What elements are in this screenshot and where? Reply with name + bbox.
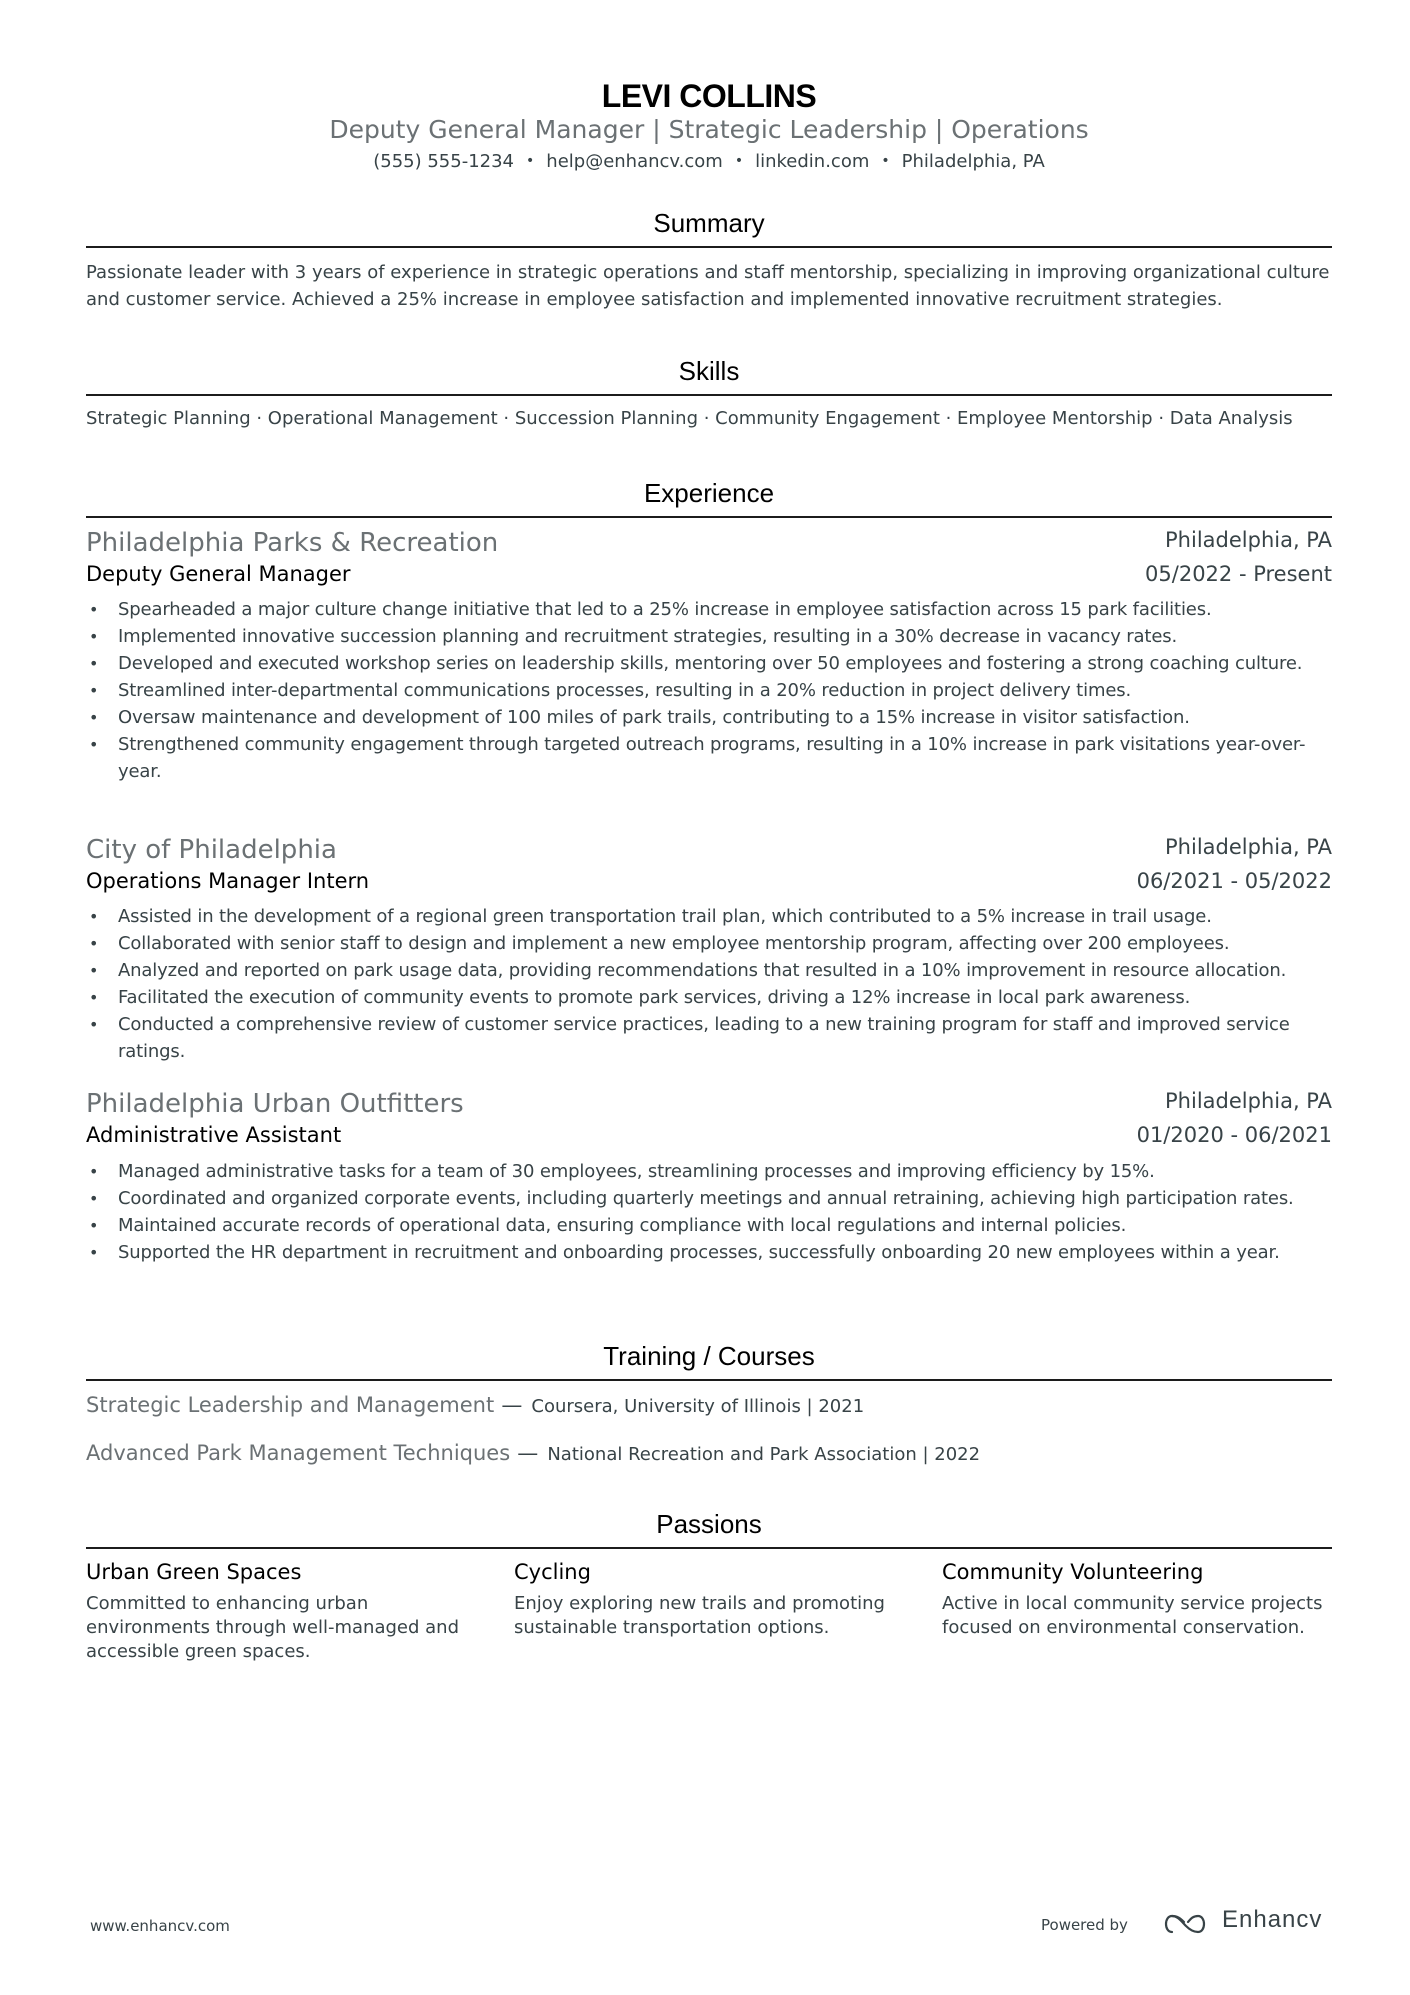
passions-heading: Passions: [656, 1509, 762, 1539]
linkedin-link[interactable]: linkedin.com: [755, 151, 870, 172]
achievement-list: [86, 1158, 1332, 1266]
list-item: • Analyzed and reported on park usage data, providing recommendations that resulted in a 10% improvement in resource allocation.: [86, 957, 1332, 984]
enhancv-brand-name: Enhancv: [1222, 1906, 1323, 1933]
experience-heading: Experience: [643, 478, 775, 508]
email-link[interactable]: help@enhancv.com: [546, 151, 723, 172]
course-dash: —: [501, 1393, 523, 1417]
course-provider: Coursera, University of Illinois | 2021: [531, 1396, 865, 1417]
skills-heading: Skills: [678, 356, 740, 386]
passion-description: Active in local community service projects focused on environmental conservation.: [942, 1593, 1323, 1638]
experience-entry: [86, 835, 1332, 1065]
passion-title: Cycling: [514, 1560, 591, 1584]
company-name: Philadelphia Parks & Recreation: [86, 528, 499, 558]
achievement-list: [86, 903, 1332, 1065]
training-heading: Training / Courses: [603, 1341, 815, 1371]
section-divider: [86, 394, 1332, 396]
list-item: • Managed administrative tasks for a team of 30 employees, streamlining processes and improving efficiency by 15%.: [86, 1158, 1332, 1185]
job-location: Philadelphia, PA: [1165, 835, 1332, 859]
list-item: • Conducted a comprehensive review of customer service practices, leading to a new training program for staff and improved service ratings.: [86, 1011, 1332, 1065]
list-item: • Developed and executed workshop series on leadership skills, mentoring over 50 employees and fostering a strong coaching culture.: [86, 650, 1332, 677]
contact-info: [86, 151, 1332, 172]
passion-item: [514, 1558, 914, 1640]
passion-description: Enjoy exploring new trails and promoting sustainable transportation options.: [514, 1593, 885, 1638]
company-name: Philadelphia Urban Outfitters: [86, 1089, 464, 1119]
list-item: • Streamlined inter-departmental communications processes, resulting in a 20% reduction in project delivery times.: [86, 677, 1332, 704]
candidate-name: LEVI COLLINS: [601, 78, 817, 114]
course-title: Strategic Leadership and Management: [86, 1393, 495, 1417]
separator-dot: •: [734, 153, 744, 169]
experience-entry: [86, 1089, 1332, 1266]
job-title: Administrative Assistant: [86, 1123, 342, 1147]
candidate-headline: Deputy General Manager | Strategic Leadership | Operations: [329, 115, 1089, 144]
list-item: • Assisted in the development of a regional green transportation trail plan, which contributed to a 5% increase in trail usage.: [86, 903, 1332, 930]
job-dates: 01/2020 - 06/2021: [1136, 1123, 1332, 1147]
course-dash: —: [517, 1441, 539, 1465]
job-title: Deputy General Manager: [86, 562, 351, 586]
skills-list: Strategic Planning · Operational Management · Succession Planning · Community Engagement · Employee Mentorship · Data Analysis: [86, 408, 1293, 429]
passion-item: [86, 1558, 486, 1664]
job-location: Philadelphia, PA: [1165, 528, 1332, 552]
section-divider: [86, 1547, 1332, 1549]
list-item: • Strengthened community engagement through targeted outreach programs, resulting in a 10% increase in park visitations year-over-year.: [86, 731, 1332, 785]
course-title: Advanced Park Management Techniques: [86, 1441, 511, 1465]
list-item: • Maintained accurate records of operational data, ensuring compliance with local regulations and internal policies.: [86, 1212, 1332, 1239]
passion-item: [942, 1558, 1342, 1640]
list-item: • Oversaw maintenance and development of 100 miles of park trails, contributing to a 15% increase in visitor satisfaction.: [86, 704, 1332, 731]
job-location: Philadelphia, PA: [1165, 1089, 1332, 1113]
list-item: • Collaborated with senior staff to design and implement a new employee mentorship program, affecting over 200 employees.: [86, 930, 1332, 957]
section-divider: [86, 516, 1332, 518]
job-title: Operations Manager Intern: [86, 869, 370, 893]
course-entry: [86, 1441, 1332, 1465]
passion-title: Urban Green Spaces: [86, 1560, 302, 1584]
course-entry: [86, 1393, 1332, 1417]
list-item: • Supported the HR department in recruitment and onboarding processes, successfully onboarding 20 new employees within a year.: [86, 1239, 1332, 1266]
experience-entry: [86, 528, 1332, 785]
list-item: • Spearheaded a major culture change initiative that led to a 25% increase in employee satisfaction across 15 park facilities.: [86, 596, 1332, 623]
separator-dot: •: [881, 153, 890, 169]
summary-text: Passionate leader with 3 years of experience in strategic operations and staff mentorship, specializing in improving organizational culture and customer service. Achieved a 25% increase in employee satisfaction and implemented innovative recruitment strategies.: [86, 262, 1330, 310]
list-item: • Facilitated the execution of community events to promote park services, driving a 12% increase in local park awareness.: [86, 984, 1332, 1011]
summary-heading: Summary: [653, 208, 765, 238]
company-name: City of Philadelphia: [86, 835, 337, 865]
course-provider: National Recreation and Park Association | 2022: [547, 1444, 981, 1465]
footer-website-link[interactable]: www.enhancv.com: [90, 1917, 230, 1935]
passion-description: Committed to enhancing urban environments through well-managed and accessible green spaces.: [86, 1593, 459, 1662]
powered-by-label: Powered by: [1041, 1916, 1128, 1934]
phone: (555) 555-1234: [373, 151, 515, 172]
location: Philadelphia, PA: [901, 151, 1045, 172]
list-item: • Implemented innovative succession planning and recruitment strategies, resulting in a 30% decrease in vacancy rates.: [86, 623, 1332, 650]
list-item: • Coordinated and organized corporate events, including quarterly meetings and annual retraining, achieving high participation rates.: [86, 1185, 1332, 1212]
achievement-list: [86, 596, 1332, 785]
job-dates: 05/2022 - Present: [1145, 562, 1332, 586]
section-divider: [86, 246, 1332, 248]
separator-dot: •: [526, 153, 535, 169]
section-divider: [86, 1379, 1332, 1381]
job-dates: 06/2021 - 05/2022: [1136, 869, 1332, 893]
passion-title: Community Volunteering: [942, 1560, 1204, 1584]
